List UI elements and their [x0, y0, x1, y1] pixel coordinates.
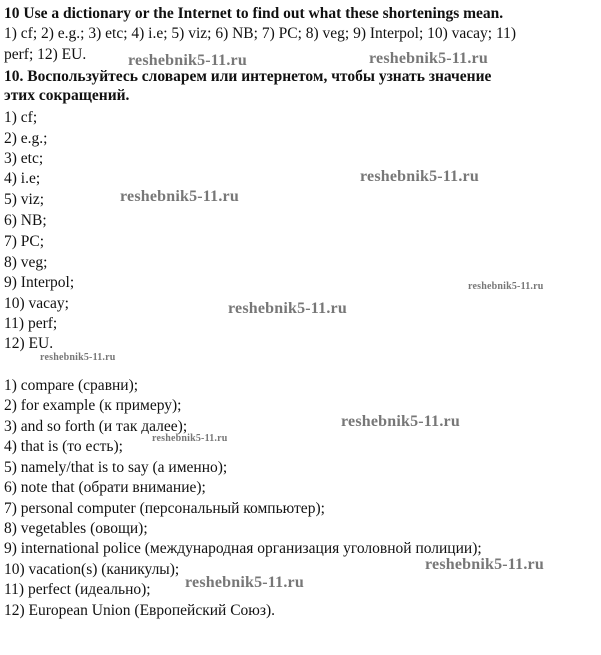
exercise-title-ru: 10. Воспользуйтесь словарем или интернетом, чтобы узнать значение	[4, 68, 492, 85]
meaning-item: 4) that is (то есть);	[4, 438, 123, 455]
exercise-title-ru-cont: этих сокращений.	[4, 87, 130, 104]
abbreviation-item: 9) Interpol;	[4, 274, 75, 291]
shortenings-list-en-cont: perf; 12) EU.	[4, 46, 87, 63]
meaning-item: 9) international police (международная организация уголовной полиции);	[4, 540, 482, 557]
meaning-item: 1) compare (сравни);	[4, 377, 139, 394]
abbreviation-item: 3) etc;	[4, 150, 44, 167]
shortenings-list-en: 1) cf; 2) e.g.; 3) etc; 4) i.e; 5) viz; 6) NB; 7) PC; 8) veg; 9) Interpol; 10) vacay; 11)	[4, 25, 517, 42]
watermark: reshebnik5-11.ru	[128, 52, 247, 69]
meaning-item: 11) perfect (идеально);	[4, 581, 151, 598]
abbreviation-item: 2) e.g.;	[4, 130, 48, 147]
watermark: reshebnik5-11.ru	[360, 168, 479, 185]
abbreviation-item: 5) viz;	[4, 191, 45, 208]
meaning-item: 3) and so forth (и так далее);	[4, 418, 188, 435]
meaning-item: 2) for example (к примеру);	[4, 397, 182, 414]
meaning-item: 12) European Union (Европейский Союз).	[4, 602, 276, 619]
abbreviation-item: 4) i.e;	[4, 170, 41, 187]
watermark: reshebnik5-11.ru	[152, 433, 228, 444]
abbreviation-item: 7) PC;	[4, 233, 45, 250]
exercise-title-en: 10 Use a dictionary or the Internet to find out what these shortenings mean.	[4, 5, 504, 22]
meaning-item: 10) vacation(s) (каникулы);	[4, 561, 180, 578]
abbreviation-item: 8) veg;	[4, 254, 48, 271]
watermark: reshebnik5-11.ru	[228, 300, 347, 317]
abbreviation-item: 11) perf;	[4, 315, 58, 332]
meaning-item: 6) note that (обрати внимание);	[4, 479, 206, 496]
watermark: reshebnik5-11.ru	[120, 188, 239, 205]
abbreviation-item: 10) vacay;	[4, 295, 69, 312]
abbreviation-item: 6) NB;	[4, 212, 47, 229]
watermark: reshebnik5-11.ru	[468, 281, 544, 292]
meaning-item: 7) personal computer (персональный компьютер);	[4, 500, 325, 517]
meaning-item: 5) namely/that is to say (а именно);	[4, 459, 228, 476]
abbreviation-item: 12) EU.	[4, 335, 54, 352]
meaning-item: 8) vegetables (овощи);	[4, 520, 148, 537]
watermark: reshebnik5-11.ru	[40, 352, 116, 363]
watermark: reshebnik5-11.ru	[185, 574, 304, 591]
abbreviation-item: 1) cf;	[4, 109, 38, 126]
watermark: reshebnik5-11.ru	[341, 413, 460, 430]
watermark: reshebnik5-11.ru	[369, 50, 488, 67]
watermark: reshebnik5-11.ru	[425, 556, 544, 573]
